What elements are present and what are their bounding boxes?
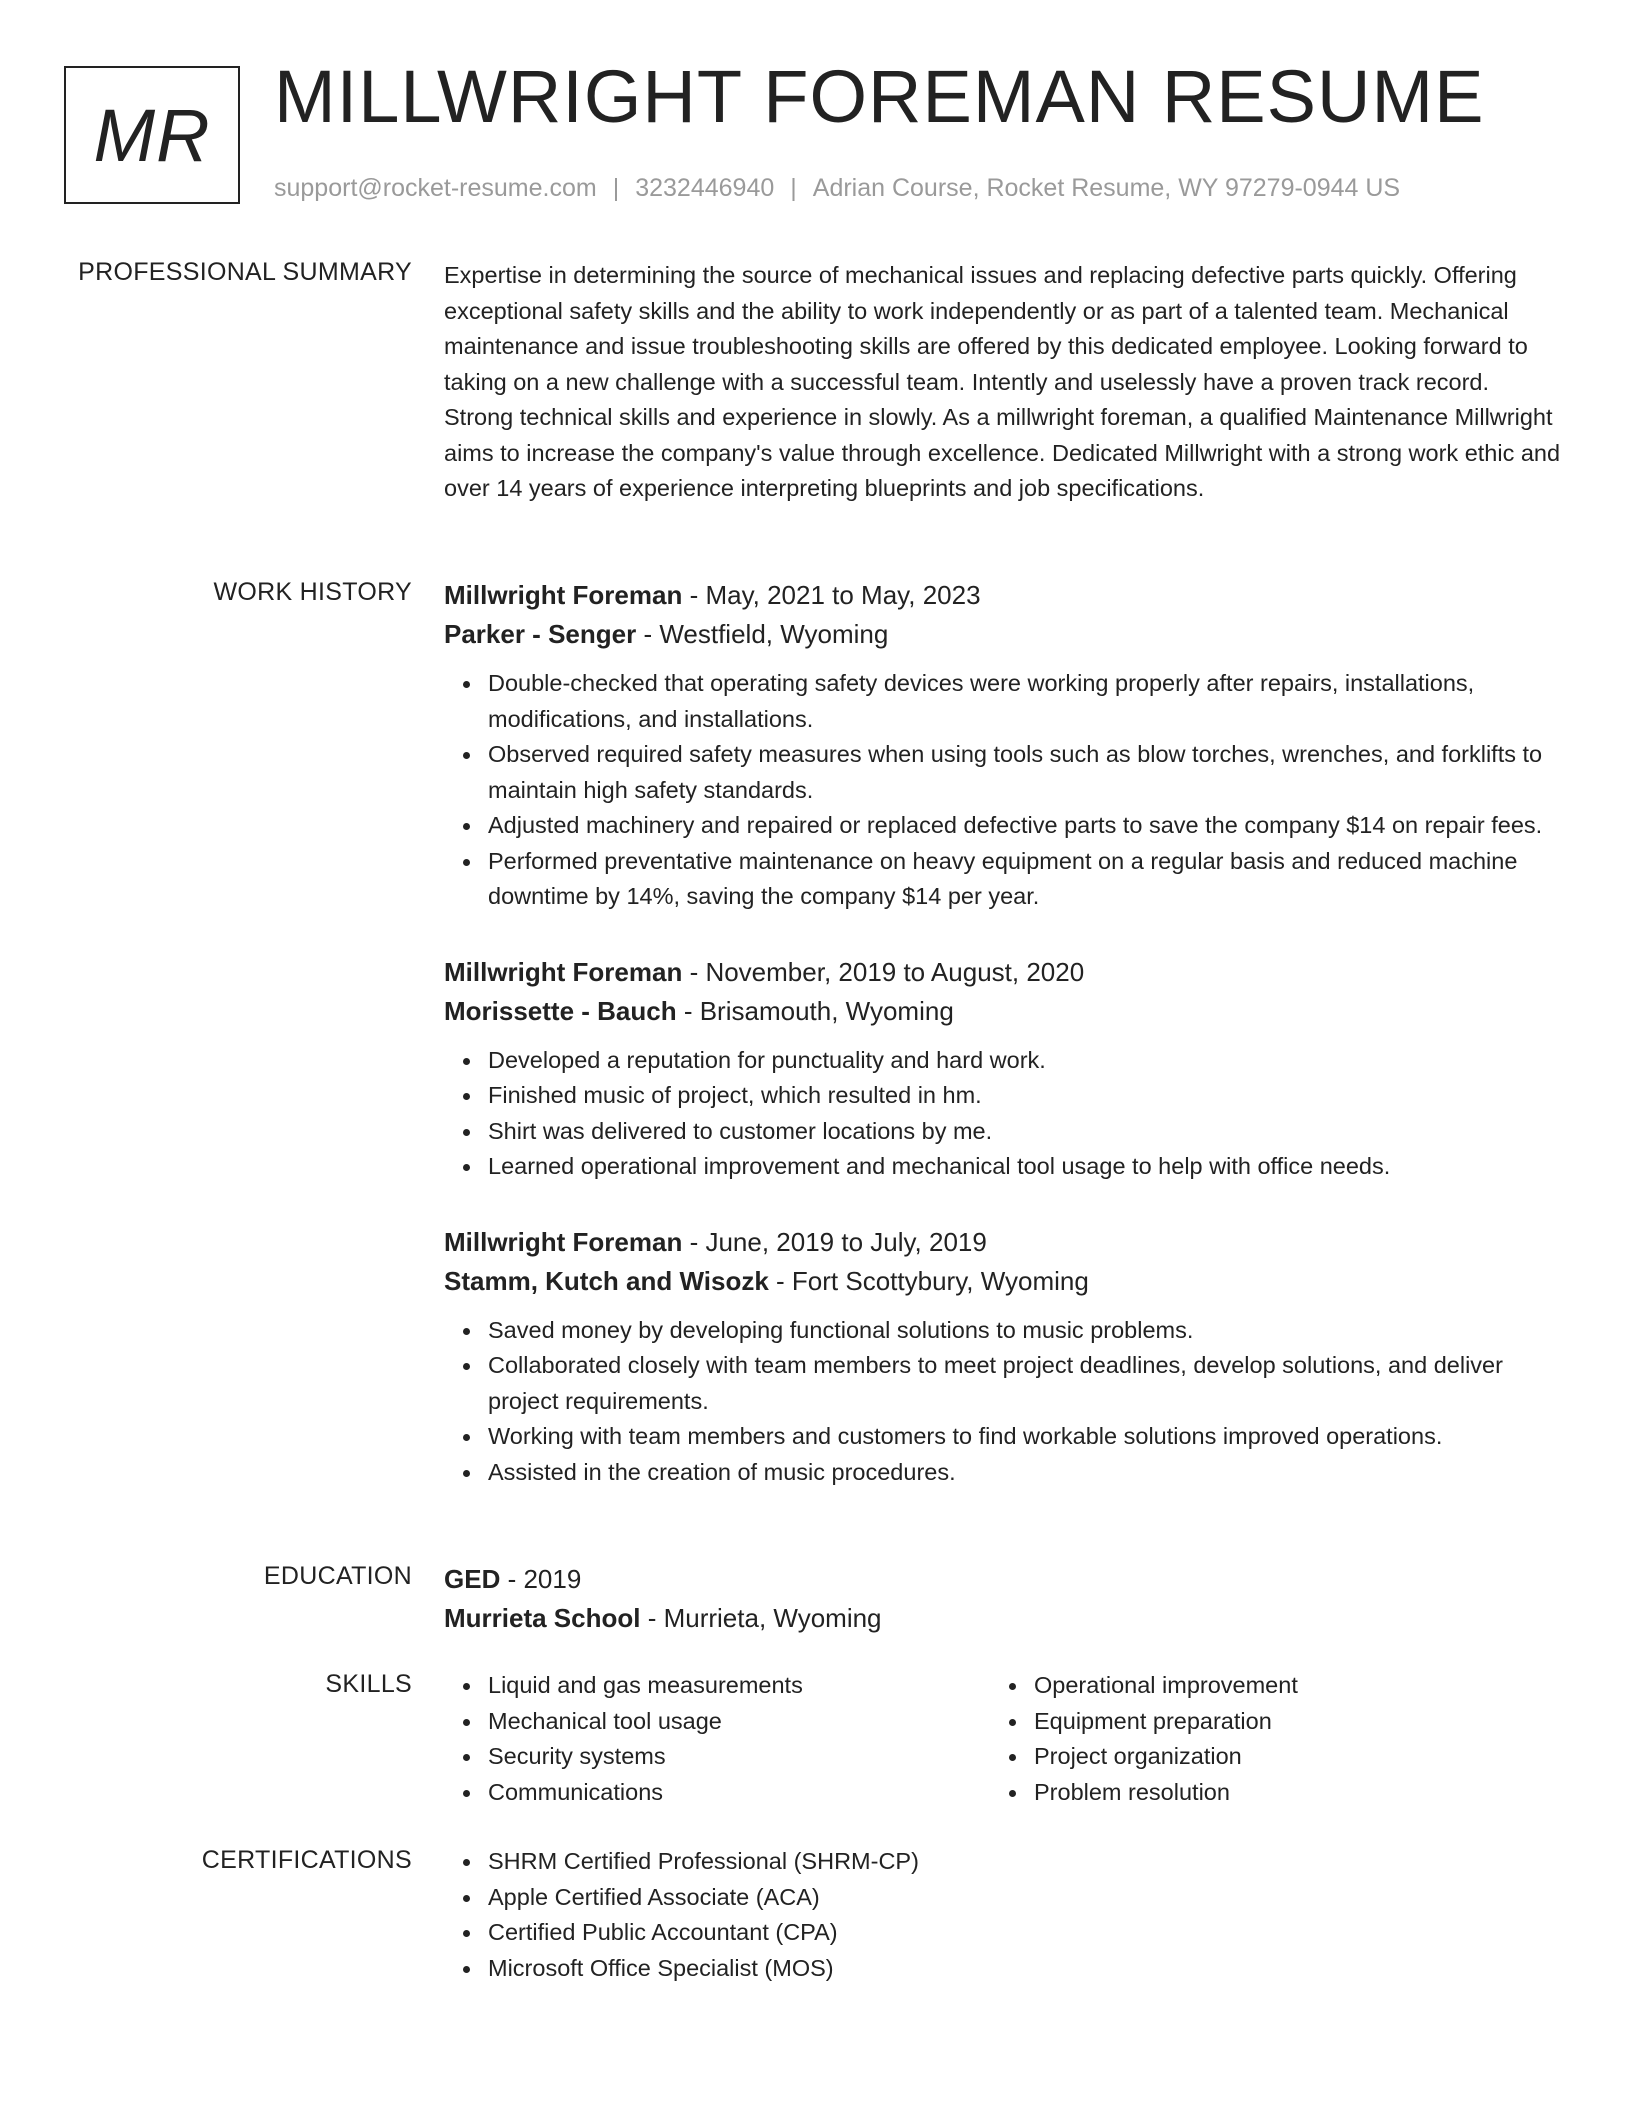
job-bullets	[444, 1313, 1564, 1491]
job-title: Millwright Foreman	[444, 956, 683, 987]
skills-grid	[444, 1668, 1564, 1810]
section-label-work-history: WORK HISTORY	[213, 578, 412, 606]
education-location: - Murrieta, Wyoming	[640, 1603, 882, 1633]
contact-address: Adrian Course, Rocket Resume, WY 97279-0944 US	[812, 174, 1401, 202]
job-bullet: Performed preventative maintenance on heavy equipment on a regular basis and reduced machine downtime by 14%, saving the company $14 per year.	[488, 844, 1564, 915]
section-label-education: EDUCATION	[263, 1562, 412, 1590]
contact-separator: |	[612, 174, 620, 202]
education-school-line	[444, 1599, 1564, 1638]
job-bullet: Assisted in the creation of music procedures.	[488, 1455, 1564, 1491]
education-degree-line	[444, 1560, 1564, 1599]
skill-item: Equipment preparation	[1034, 1704, 1536, 1740]
section-label-summary: PROFESSIONAL SUMMARY	[78, 258, 412, 286]
job-title: Millwright Foreman	[444, 580, 683, 610]
job-location: - Brisamouth, Wyoming	[676, 995, 954, 1026]
certification-item: Apple Certified Associate (ACA)	[488, 1880, 1564, 1916]
job-company: Morissette - Bauch	[444, 995, 677, 1026]
job-bullet: Learned operational improvement and mechanical tool usage to help with office needs.	[488, 1149, 1564, 1185]
education-year: - 2019	[500, 1564, 582, 1594]
job-dates: - May, 2021 to May, 2023	[682, 580, 981, 610]
skill-item: Project organization	[1034, 1739, 1536, 1775]
education-school: Murrieta School	[444, 1603, 641, 1633]
skills-column-right	[990, 1668, 1536, 1810]
job-company-line	[444, 615, 1564, 654]
job-bullet: Finished music of project, which resulted in hm.	[488, 1078, 1564, 1114]
skill-item: Communications	[488, 1775, 990, 1811]
resume-title: MILLWRIGHT FOREMAN RESUME	[274, 55, 1485, 138]
job-title-line	[444, 576, 1564, 615]
work-history-body	[444, 576, 1564, 1528]
certification-item: Microsoft Office Specialist (MOS)	[488, 1951, 1564, 1987]
skills-list	[990, 1668, 1536, 1810]
skills-list	[444, 1668, 990, 1810]
skill-item: Liquid and gas measurements	[488, 1668, 990, 1704]
monogram-badge: MR	[64, 66, 240, 204]
job-title-line	[444, 953, 1564, 992]
job-bullet: Developed a reputation for punctuality and hard work.	[488, 1043, 1564, 1079]
skill-item: Security systems	[488, 1739, 990, 1775]
job-location: - Westfield, Wyoming	[636, 619, 889, 649]
job-location: - Fort Scottybury, Wyoming	[768, 1265, 1089, 1296]
job-company-line	[444, 1262, 1564, 1301]
job-title: Millwright Foreman	[444, 1226, 683, 1257]
job-bullets	[444, 1043, 1564, 1185]
job-company: Parker - Senger	[444, 619, 637, 649]
job-bullet: Working with team members and customers to find workable solutions improved operations.	[488, 1419, 1564, 1455]
skill-item: Problem resolution	[1034, 1775, 1536, 1811]
job-entry	[444, 953, 1564, 1185]
job-entry	[444, 1223, 1564, 1491]
job-bullet: Double-checked that operating safety devices were working properly after repairs, installations, modifications, and installations.	[488, 666, 1564, 737]
section-label-certifications: CERTIFICATIONS	[201, 1846, 412, 1874]
contact-phone: 3232446940	[635, 174, 775, 202]
job-bullets	[444, 666, 1564, 915]
summary-text: Expertise in determining the source of mechanical issues and replacing defective parts quickly. Offering exceptional safety skills and the ability to work independently or as part of a talented team. Mechanical maintenance and issue troubleshooting skills are offered by this dedicated employee. Looking forward to taking on a new challenge with a successful team. Intently and uselessly have a proven track record. Strong technical skills and experience in slowly. As a millwright foreman, a qualified Maintenance Millwright aims to increase the company's value through excellence. Dedicated Millwright with a strong work ethic and over 14 years of experience interpreting blueprints and job specifications.	[444, 262, 1561, 501]
summary-body	[444, 258, 1564, 507]
skills-column-left	[444, 1668, 990, 1810]
job-entry	[444, 576, 1564, 915]
skill-item: Operational improvement	[1034, 1668, 1536, 1704]
certifications-list	[444, 1844, 1564, 1986]
job-bullet: Adjusted machinery and repaired or replaced defective parts to save the company $14 on repair fees.	[488, 808, 1564, 844]
job-bullet: Observed required safety measures when using tools such as blow torches, wrenches, and forklifts to maintain high safety standards.	[488, 737, 1564, 808]
job-bullet: Shirt was delivered to customer locations by me.	[488, 1114, 1564, 1150]
contact-separator: |	[790, 174, 797, 202]
certification-item: Certified Public Accountant (CPA)	[488, 1915, 1564, 1951]
section-label-skills: SKILLS	[325, 1670, 412, 1698]
skill-item: Mechanical tool usage	[488, 1704, 990, 1740]
job-dates: - November, 2019 to August, 2020	[682, 956, 1085, 987]
job-bullet: Saved money by developing functional solutions to music problems.	[488, 1313, 1564, 1349]
education-degree: GED	[444, 1564, 501, 1594]
contact-email: support@rocket-resume.com	[274, 174, 597, 202]
job-bullet: Collaborated closely with team members to meet project deadlines, develop solutions, and deliver project requirements.	[488, 1348, 1564, 1419]
education-body	[444, 1560, 1564, 1638]
job-company-line	[444, 992, 1564, 1031]
certifications-body	[444, 1844, 1564, 1986]
job-dates: - June, 2019 to July, 2019	[682, 1226, 987, 1257]
contact-line	[274, 174, 1400, 203]
job-company: Stamm, Kutch and Wisozk	[444, 1265, 769, 1296]
certification-item: SHRM Certified Professional (SHRM-CP)	[488, 1844, 1564, 1880]
skills-body	[444, 1668, 1564, 1810]
job-title-line	[444, 1223, 1564, 1262]
